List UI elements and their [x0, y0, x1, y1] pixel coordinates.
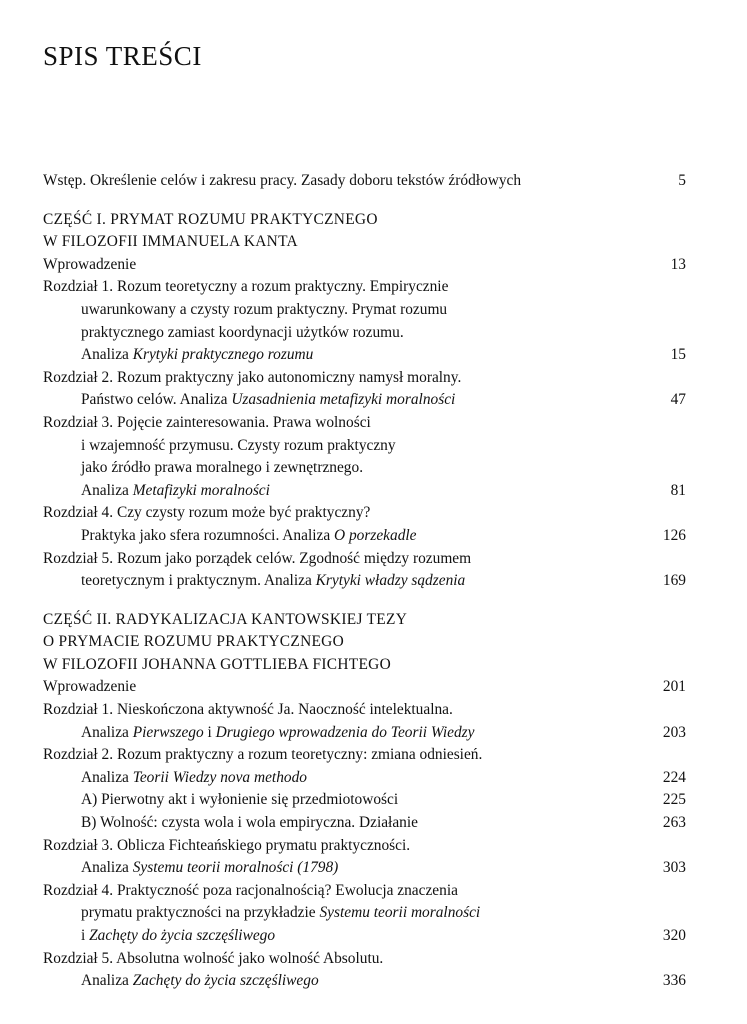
toc-entry-text: Rozdział 2. Rozum praktyczny a rozum teoretyczny: zmiana odniesień.	[43, 746, 483, 764]
text-segment: i	[81, 927, 90, 944]
page-number: 81	[670, 481, 686, 499]
page-number: 263	[662, 814, 686, 832]
text-segment: i	[203, 723, 216, 741]
text-segment: Analiza	[81, 346, 133, 364]
toc-entry-intro	[43, 170, 686, 193]
work-title: Krytyki praktycznego rozumu	[132, 346, 314, 364]
text-segment: Praktyka jako sfera rozumności. Analiza	[81, 526, 335, 544]
toc-entry-text: Rozdział 5. Rozum jako porządek celów. Zgodność między rozumem	[43, 549, 472, 567]
work-title: Metafizyki moralności	[132, 481, 270, 499]
work-title: Teorii Wiedzy nova methodo	[132, 768, 307, 786]
page-number: 13	[670, 255, 686, 273]
toc-entry-part2-ch1	[43, 699, 686, 744]
toc-entry-part1-ch1	[43, 276, 686, 366]
toc-entry-part1-ch2	[43, 367, 686, 412]
toc-entry-text: Rozdział 4. Czy czysty rozum może być praktyczny?	[43, 504, 371, 522]
toc-entry-text	[43, 525, 626, 548]
toc-entry-text: Rozdział 1. Nieskończona aktywność Ja. Naoczność intelektualna.	[43, 701, 453, 719]
text-segment: prymatu praktyczności na przykładzie	[81, 904, 320, 922]
page-number: 224	[662, 768, 686, 786]
toc-entry-text: Wstęp. Określenie celów i zakresu pracy. Zasady doboru tekstów źródłowych	[43, 172, 522, 189]
toc-entry-text	[43, 389, 626, 412]
page-number: 15	[670, 346, 686, 364]
toc-entry-part1-ch5	[43, 548, 686, 593]
toc-entry-text	[43, 767, 626, 790]
toc-entry-part2-ch2	[43, 744, 686, 789]
toc-entry-text	[43, 722, 626, 745]
page-number: 126	[662, 526, 686, 544]
toc-entry-text: Rozdział 1. Rozum teoretyczny a rozum praktyczny. Empirycznie	[43, 278, 449, 296]
page-number: 336	[662, 972, 686, 990]
work-title: Pierwszego	[132, 723, 204, 741]
work-title: Drugiego wprowadzenia do Teorii Wiedzy	[215, 723, 475, 741]
text-segment: Analiza	[81, 723, 133, 741]
part-heading-line: O PRYMACIE ROZUMU PRAKTYCZNEGO	[43, 633, 345, 651]
toc-entry-text: Rozdział 5. Absolutna wolność jako wolność Absolutu.	[43, 949, 384, 967]
toc-entry-part1-ch3	[43, 412, 686, 502]
work-title: Systemu teorii moralności (1798)	[132, 859, 339, 877]
work-title: Krytyki władzy sądzenia	[315, 572, 466, 590]
text-segment: Analiza	[81, 972, 133, 990]
work-title: O porzekadle	[334, 526, 417, 544]
text-segment: teoretycznym i praktycznym. Analiza	[81, 572, 316, 590]
page-number: 225	[662, 791, 686, 809]
page-number: 169	[662, 572, 686, 590]
part-heading-line: CZĘŚĆ II. RADYKALIZACJA KANTOWSKIEJ TEZY	[43, 610, 408, 628]
toc-entry-text	[43, 344, 626, 367]
toc-entry-text: praktycznego zamiast koordynacji użytków rozumu.	[81, 323, 404, 341]
page-number: 201	[662, 678, 686, 696]
toc-entry-text: A) Pierwotny akt i wyłonienie się przedmiotowości	[81, 791, 399, 809]
part-heading-line: CZĘŚĆ I. PRYMAT ROZUMU PRAKTYCZNEGO	[43, 210, 378, 228]
toc-entry-text: Rozdział 2. Rozum praktyczny jako autonomiczny namysł moralny.	[43, 368, 462, 386]
text-segment: Państwo celów. Analiza	[81, 391, 232, 409]
toc-entry-text	[43, 925, 626, 948]
toc-entry-text	[43, 902, 626, 925]
toc-entry-text: Rozdział 3. Oblicza Fichteańskiego prymatu praktyczności.	[43, 836, 411, 854]
toc-entry-text	[43, 857, 626, 880]
toc-entry-text: Rozdział 4. Praktyczność poza racjonalnością? Ewolucja znaczenia	[43, 881, 458, 899]
toc-entry-text: uwarunkowany a czysty rozum praktyczny. Prymat rozumu	[81, 300, 448, 318]
part-1-heading	[43, 209, 686, 254]
toc-entry-text: Wprowadzenie	[43, 678, 137, 696]
toc-entry-text: Rozdział 3. Pojęcie zainteresowania. Prawa wolności	[43, 413, 371, 431]
work-title: Zachęty do życia szczęśliwego	[132, 972, 319, 990]
page-number: 5	[678, 172, 686, 189]
toc-entry-part1-intro	[43, 254, 686, 277]
table-of-contents	[43, 170, 686, 993]
toc-entry-text: i wzajemność przymusu. Czysty rozum praktyczny	[81, 436, 396, 454]
page-number: 203	[662, 723, 686, 741]
page-number: 303	[662, 859, 686, 877]
part-heading-line: W FILOZOFII IMMANUELA KANTA	[43, 233, 298, 251]
toc-entry-text	[43, 970, 626, 993]
toc-entry-text: B) Wolność: czysta wola i wola empiryczna. Działanie	[81, 814, 418, 832]
work-title: Systemu teorii moralności	[319, 904, 481, 922]
part-heading-line: W FILOZOFII JOHANNA GOTTLIEBA FICHTEGO	[43, 655, 391, 673]
toc-entry-part2-ch2-sub-a	[43, 789, 686, 812]
toc-entry-text: Wprowadzenie	[43, 255, 137, 273]
text-segment: Analiza	[81, 768, 133, 786]
toc-entry-text	[43, 570, 626, 593]
toc-entry-part2-ch3	[43, 835, 686, 880]
toc-entry-part2-ch2-sub-b	[43, 812, 686, 835]
toc-entry-text: jako źródło prawa moralnego i zewnętrznego.	[81, 459, 364, 477]
toc-entry-text	[43, 480, 626, 503]
text-segment: Analiza	[81, 481, 133, 499]
text-segment: Analiza	[81, 859, 133, 877]
toc-entry-part2-ch5	[43, 948, 686, 993]
page-title: SPIS TREŚCI	[43, 41, 202, 71]
toc-entry-part2-ch4	[43, 880, 686, 948]
page-number: 47	[670, 391, 686, 409]
part-2-heading	[43, 609, 686, 677]
page-number: 320	[662, 927, 686, 944]
work-title: Zachęty do życia szczęśliwego	[89, 927, 276, 944]
toc-entry-part2-intro	[43, 676, 686, 699]
work-title: Uzasadnienia metafizyki moralności	[231, 391, 456, 409]
toc-entry-part1-ch4	[43, 502, 686, 547]
